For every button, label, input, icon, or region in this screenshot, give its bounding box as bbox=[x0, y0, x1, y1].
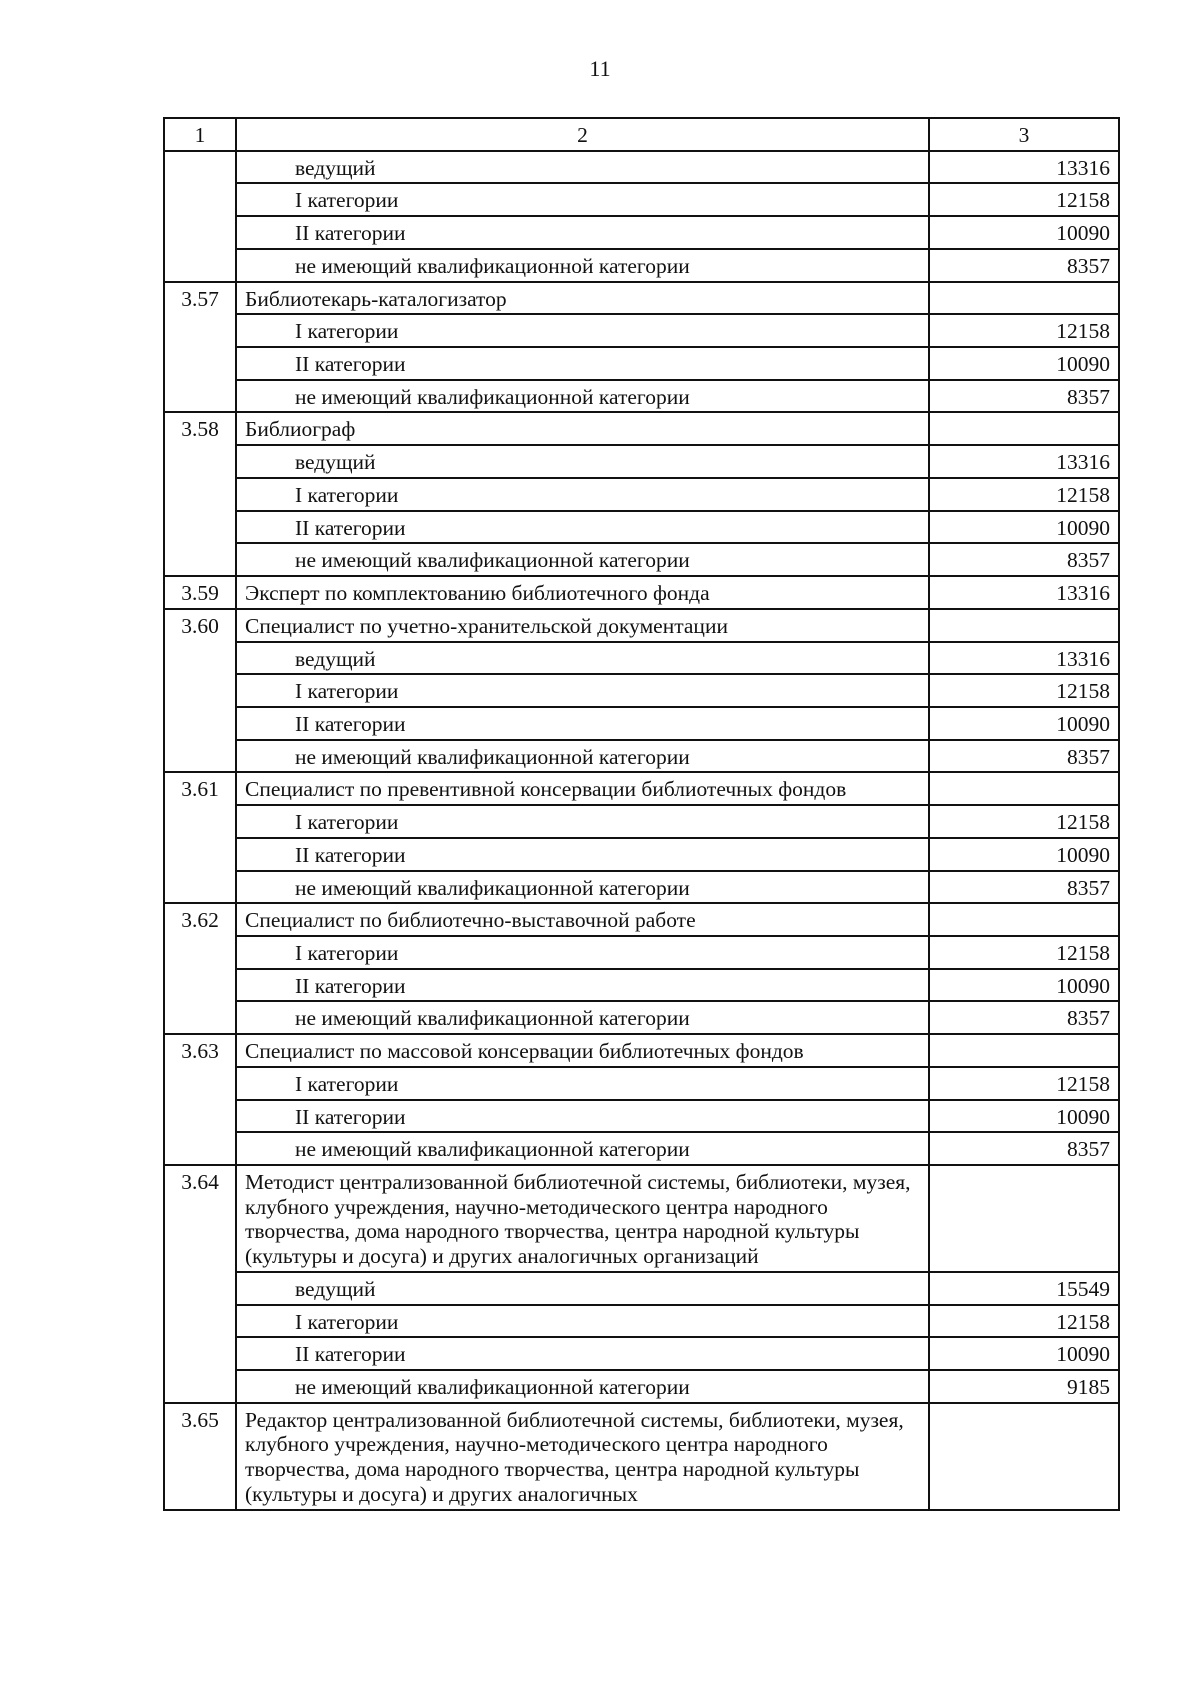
category-row bbox=[164, 347, 1119, 380]
category-salary: 12158 bbox=[929, 805, 1119, 838]
category-label: II категории bbox=[236, 838, 929, 871]
category-salary: 12158 bbox=[929, 1067, 1119, 1100]
item-number: 3.64 bbox=[164, 1165, 236, 1403]
category-salary: 13316 bbox=[929, 151, 1119, 184]
category-salary: 10090 bbox=[929, 1337, 1119, 1370]
position-title: Библиограф bbox=[236, 412, 929, 445]
position-row bbox=[164, 282, 1119, 315]
category-row bbox=[164, 151, 1119, 184]
category-label: I категории bbox=[236, 936, 929, 969]
position-salary bbox=[929, 1034, 1119, 1067]
item-number: 3.59 bbox=[164, 576, 236, 609]
category-label: II категории bbox=[236, 347, 929, 380]
category-label: I категории bbox=[236, 183, 929, 216]
category-label: II категории bbox=[236, 1100, 929, 1133]
category-row bbox=[164, 707, 1119, 740]
item-number bbox=[164, 151, 236, 282]
category-row bbox=[164, 216, 1119, 249]
header-col-1: 1 bbox=[164, 118, 236, 151]
category-row bbox=[164, 740, 1119, 773]
position-title: Специалист по превентивной консервации библиотечных фондов bbox=[236, 772, 929, 805]
category-salary: 13316 bbox=[929, 445, 1119, 478]
category-salary: 10090 bbox=[929, 838, 1119, 871]
position-title: Редактор централизованной библиотечной системы, библиотеки, музея, клубного учреждения, научно-методического центра народного творчества, дома народного творчества, центра народной культуры (культуры и досуга) и других аналогичных bbox=[236, 1403, 929, 1510]
category-row bbox=[164, 1370, 1119, 1403]
position-salary bbox=[929, 772, 1119, 805]
category-row bbox=[164, 1067, 1119, 1100]
position-salary bbox=[929, 1403, 1119, 1510]
category-row bbox=[164, 511, 1119, 544]
category-salary: 12158 bbox=[929, 936, 1119, 969]
category-salary: 8357 bbox=[929, 249, 1119, 282]
category-label: не имеющий квалификационной категории bbox=[236, 871, 929, 904]
category-row bbox=[164, 478, 1119, 511]
category-row bbox=[164, 805, 1119, 838]
category-label: не имеющий квалификационной категории bbox=[236, 543, 929, 576]
position-row bbox=[164, 1403, 1119, 1510]
category-salary: 13316 bbox=[929, 642, 1119, 675]
category-label: ведущий bbox=[236, 1272, 929, 1305]
category-row bbox=[164, 249, 1119, 282]
position-title: Специалист по учетно-хранительской документации bbox=[236, 609, 929, 642]
item-number: 3.65 bbox=[164, 1403, 236, 1510]
category-row bbox=[164, 969, 1119, 1002]
header-col-2: 2 bbox=[236, 118, 929, 151]
category-salary: 12158 bbox=[929, 183, 1119, 216]
category-label: II категории bbox=[236, 216, 929, 249]
category-row bbox=[164, 380, 1119, 413]
item-number: 3.57 bbox=[164, 282, 236, 413]
category-salary: 12158 bbox=[929, 1305, 1119, 1338]
category-salary: 9185 bbox=[929, 1370, 1119, 1403]
item-number: 3.58 bbox=[164, 412, 236, 576]
category-row bbox=[164, 1337, 1119, 1370]
category-salary: 10090 bbox=[929, 347, 1119, 380]
position-title: Специалист по библиотечно-выставочной работе bbox=[236, 903, 929, 936]
category-salary: 12158 bbox=[929, 314, 1119, 347]
category-salary: 12158 bbox=[929, 478, 1119, 511]
category-label: не имеющий квалификационной категории bbox=[236, 380, 929, 413]
salary-table bbox=[163, 117, 1120, 1511]
category-salary: 12158 bbox=[929, 674, 1119, 707]
position-row bbox=[164, 576, 1119, 609]
category-label: I категории bbox=[236, 1305, 929, 1338]
header-col-3: 3 bbox=[929, 118, 1119, 151]
position-salary bbox=[929, 609, 1119, 642]
category-row bbox=[164, 1100, 1119, 1133]
category-row bbox=[164, 445, 1119, 478]
category-label: не имеющий квалификационной категории bbox=[236, 249, 929, 282]
position-row bbox=[164, 609, 1119, 642]
category-salary: 10090 bbox=[929, 1100, 1119, 1133]
category-label: ведущий bbox=[236, 445, 929, 478]
category-label: I категории bbox=[236, 805, 929, 838]
category-salary: 10090 bbox=[929, 707, 1119, 740]
category-row bbox=[164, 1272, 1119, 1305]
category-row bbox=[164, 1001, 1119, 1034]
position-salary bbox=[929, 903, 1119, 936]
position-row bbox=[164, 1165, 1119, 1272]
category-label: I категории bbox=[236, 314, 929, 347]
position-salary bbox=[929, 282, 1119, 315]
item-number: 3.62 bbox=[164, 903, 236, 1034]
category-row bbox=[164, 543, 1119, 576]
header-row bbox=[164, 118, 1119, 151]
page-number: 11 bbox=[589, 56, 611, 81]
position-title: Библиотекарь-каталогизатор bbox=[236, 282, 929, 315]
item-number: 3.63 bbox=[164, 1034, 236, 1165]
category-row bbox=[164, 871, 1119, 904]
position-title: Специалист по массовой консервации библиотечных фондов bbox=[236, 1034, 929, 1067]
category-salary: 8357 bbox=[929, 1132, 1119, 1165]
position-salary: 13316 bbox=[929, 576, 1119, 609]
category-row bbox=[164, 1305, 1119, 1338]
category-salary: 10090 bbox=[929, 511, 1119, 544]
category-salary: 8357 bbox=[929, 543, 1119, 576]
category-label: ведущий bbox=[236, 151, 929, 184]
position-salary bbox=[929, 1165, 1119, 1272]
category-label: ведущий bbox=[236, 642, 929, 675]
category-salary: 10090 bbox=[929, 216, 1119, 249]
category-label: II категории bbox=[236, 707, 929, 740]
category-label: I категории bbox=[236, 478, 929, 511]
category-salary: 15549 bbox=[929, 1272, 1119, 1305]
category-label: I категории bbox=[236, 674, 929, 707]
category-salary: 8357 bbox=[929, 740, 1119, 773]
item-number: 3.61 bbox=[164, 772, 236, 903]
category-label: II категории bbox=[236, 511, 929, 544]
position-title: Эксперт по комплектованию библиотечного фонда bbox=[236, 576, 929, 609]
position-row bbox=[164, 412, 1119, 445]
category-row bbox=[164, 838, 1119, 871]
position-row bbox=[164, 1034, 1119, 1067]
salary-table-body bbox=[164, 118, 1119, 1510]
position-salary bbox=[929, 412, 1119, 445]
category-row bbox=[164, 936, 1119, 969]
category-salary: 8357 bbox=[929, 380, 1119, 413]
category-row bbox=[164, 183, 1119, 216]
category-label: не имеющий квалификационной категории bbox=[236, 1370, 929, 1403]
category-row bbox=[164, 674, 1119, 707]
category-salary: 8357 bbox=[929, 1001, 1119, 1034]
category-label: I категории bbox=[236, 1067, 929, 1100]
category-label: не имеющий квалификационной категории bbox=[236, 1132, 929, 1165]
category-salary: 8357 bbox=[929, 871, 1119, 904]
category-row bbox=[164, 642, 1119, 675]
category-salary: 10090 bbox=[929, 969, 1119, 1002]
category-label: II категории bbox=[236, 1337, 929, 1370]
item-number: 3.60 bbox=[164, 609, 236, 773]
position-row bbox=[164, 772, 1119, 805]
category-label: II категории bbox=[236, 969, 929, 1002]
position-title: Методист централизованной библиотечной системы, библиотеки, музея, клубного учреждения, научно-методического центра народного творчества, дома народного творчества, центра народной культуры (культуры и досуга) и других аналогичных организаций bbox=[236, 1165, 929, 1272]
position-row bbox=[164, 903, 1119, 936]
category-label: не имеющий квалификационной категории bbox=[236, 740, 929, 773]
category-label: не имеющий квалификационной категории bbox=[236, 1001, 929, 1034]
category-row bbox=[164, 1132, 1119, 1165]
category-row bbox=[164, 314, 1119, 347]
